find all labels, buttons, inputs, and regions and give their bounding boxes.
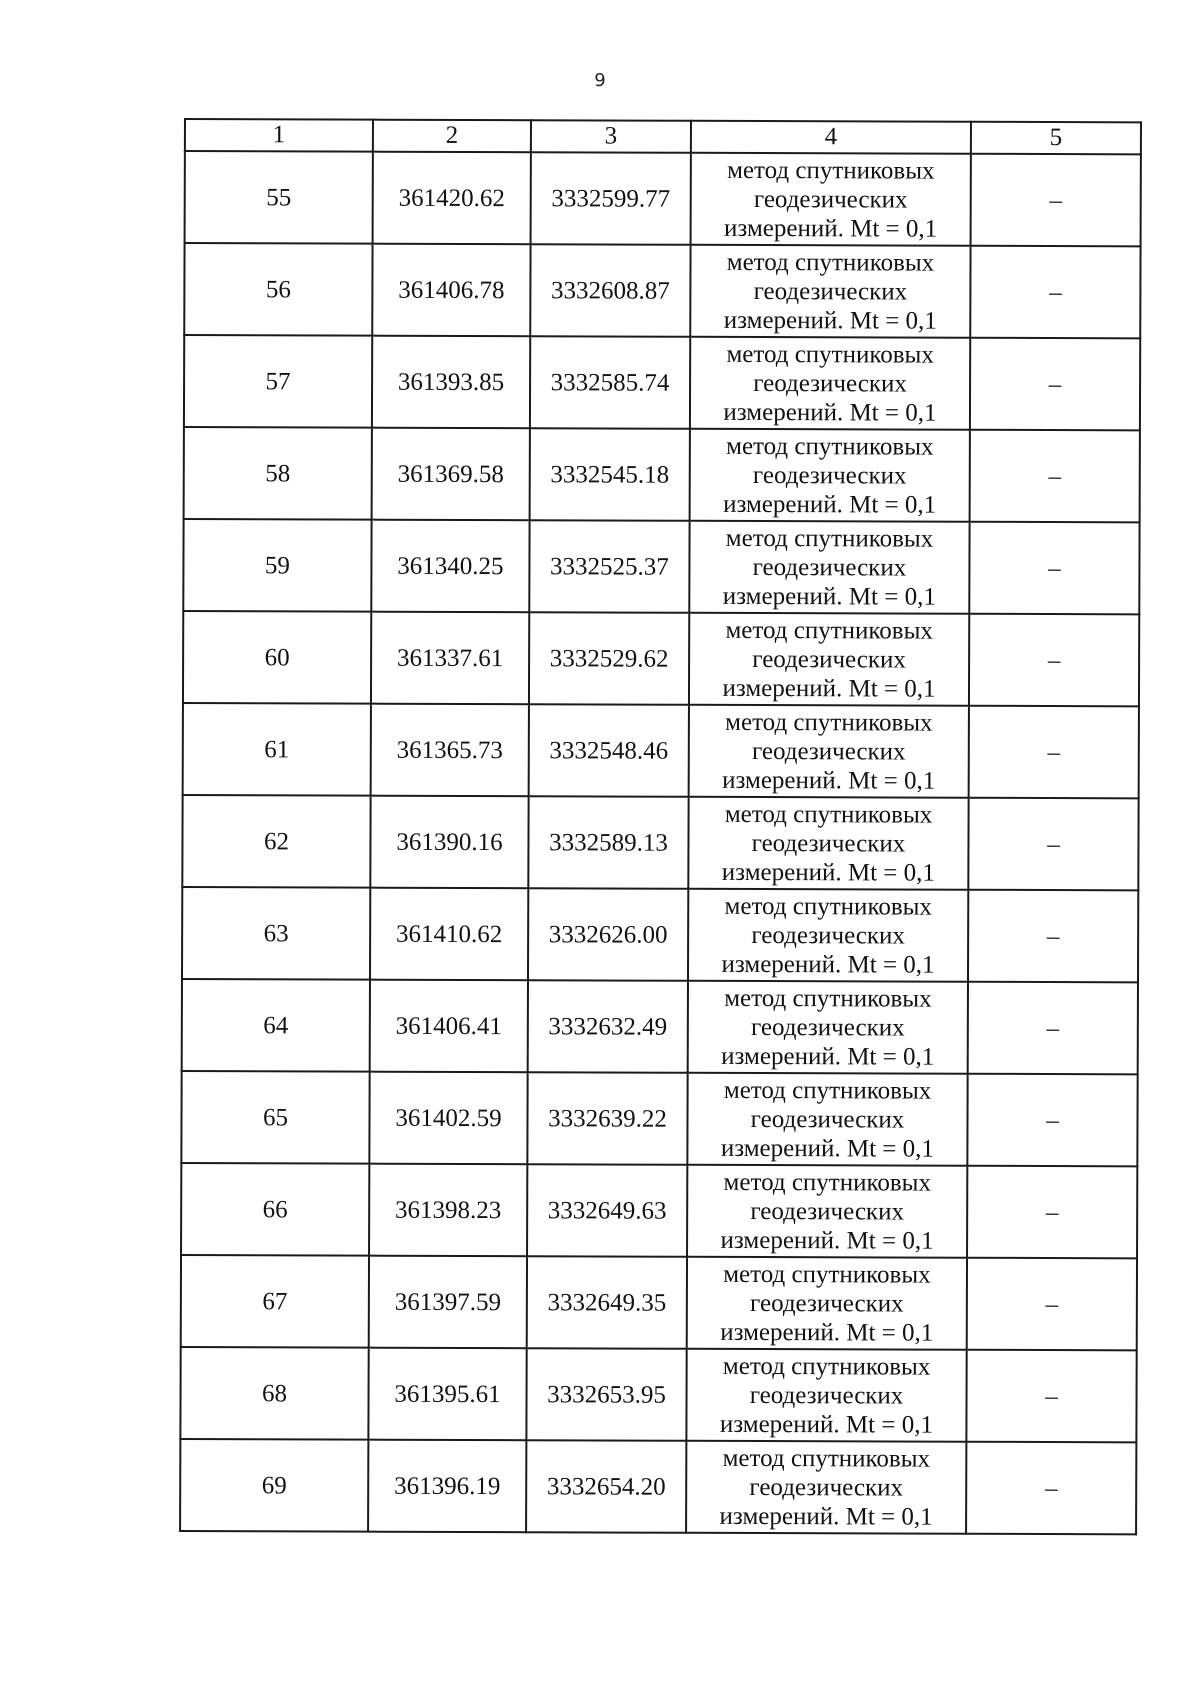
table-header-row [185, 119, 1141, 154]
method-line-2: геодезических [750, 1289, 904, 1318]
method-line-1: метод спутниковых [723, 1168, 932, 1197]
table-row [184, 243, 1140, 338]
description-cell: – [969, 706, 1139, 799]
table-row [183, 519, 1139, 614]
method-line-3: измерений. Mt = 0,1 [723, 490, 937, 519]
method-line-2: геодезических [749, 1473, 904, 1502]
method-line-1: метод спутниковых [722, 1352, 931, 1381]
y-coordinate-cell: 3332599.77 [531, 152, 691, 245]
method-cell [688, 797, 968, 890]
point-number-cell: 65 [181, 1071, 369, 1164]
method-line-3: измерений. Mt = 0,1 [721, 858, 935, 887]
column-header-1: 1 [185, 119, 373, 152]
point-number-cell: 55 [185, 151, 373, 244]
method-line-2: геодезических [751, 921, 905, 950]
method-line-2: геодезических [753, 185, 908, 214]
table-row [184, 335, 1140, 430]
x-coordinate-cell: 361337.61 [371, 612, 529, 705]
x-coordinate-cell: 361396.19 [368, 1440, 526, 1533]
method-line-3: измерений. Mt = 0,1 [720, 1226, 934, 1255]
description-cell: – [968, 798, 1138, 891]
point-number-cell: 60 [183, 611, 371, 704]
method-cell [689, 521, 969, 614]
method-line-2: геодезических [752, 461, 907, 490]
table-row [182, 795, 1138, 890]
method-cell [686, 1441, 966, 1534]
page-number: 9 [594, 70, 606, 91]
table-row [185, 151, 1141, 246]
description-cell: – [966, 1442, 1136, 1535]
method-line-3: измерений. Mt = 0,1 [722, 582, 936, 611]
description-cell: – [968, 890, 1138, 983]
point-number-cell: 56 [184, 243, 372, 336]
table-row [180, 1347, 1136, 1442]
y-coordinate-cell: 3332649.35 [527, 1256, 687, 1349]
description-cell: – [970, 338, 1140, 431]
description-cell: – [967, 1074, 1137, 1167]
description-cell: – [966, 1350, 1136, 1443]
y-coordinate-cell: 3332626.00 [528, 888, 688, 981]
method-line-1: метод спутниковых [724, 800, 933, 829]
description-cell: – [967, 1258, 1137, 1351]
column-header-2: 2 [373, 120, 531, 153]
point-number-cell: 64 [182, 979, 370, 1072]
x-coordinate-cell: 361398.23 [369, 1164, 527, 1257]
x-coordinate-cell: 361406.78 [372, 244, 530, 337]
method-cell [687, 1073, 967, 1166]
method-line-2: геодезических [750, 1013, 905, 1042]
x-coordinate-cell: 361420.62 [373, 152, 531, 245]
method-line-3: измерений. Mt = 0,1 [720, 1134, 934, 1163]
description-cell: – [971, 154, 1141, 247]
point-number-cell: 67 [181, 1255, 369, 1348]
description-cell: – [967, 1166, 1137, 1259]
table-row [182, 887, 1138, 982]
point-number-cell: 58 [184, 427, 372, 520]
x-coordinate-cell: 361365.73 [371, 704, 529, 797]
method-cell [687, 1165, 967, 1258]
x-coordinate-cell: 361395.61 [368, 1348, 526, 1441]
table-row [181, 1255, 1137, 1350]
description-cell: – [969, 614, 1139, 707]
method-line-3: измерений. Mt = 0,1 [723, 398, 937, 427]
table-row [181, 1071, 1137, 1166]
method-line-2: геодезических [752, 553, 907, 582]
method-line-2: геодезических [751, 737, 906, 766]
point-number-cell: 57 [184, 335, 372, 428]
y-coordinate-cell: 3332654.20 [526, 1440, 686, 1533]
table-row [181, 1163, 1137, 1258]
x-coordinate-cell: 361390.16 [370, 796, 528, 889]
method-line-1: метод спутниковых [726, 340, 934, 369]
method-line-1: метод спутниковых [727, 156, 935, 185]
description-cell: – [969, 522, 1139, 615]
method-line-1: метод спутниковых [724, 984, 932, 1013]
x-coordinate-cell: 361402.59 [369, 1072, 527, 1165]
method-cell [690, 245, 970, 338]
method-line-2: геодезических [750, 1105, 905, 1134]
x-coordinate-cell: 361410.62 [370, 888, 528, 981]
description-cell: – [970, 246, 1140, 339]
method-cell [687, 1257, 967, 1350]
method-cell [688, 981, 968, 1074]
point-number-cell: 61 [183, 703, 371, 796]
method-line-3: измерений. Mt = 0,1 [719, 1502, 933, 1531]
coordinates-table [179, 118, 1142, 1535]
method-line-3: измерений. Mt = 0,1 [722, 674, 936, 703]
method-line-1: метод спутниковых [726, 248, 935, 277]
table-row [184, 427, 1140, 522]
method-line-3: измерений. Mt = 0,1 [720, 1318, 934, 1347]
method-line-1: метод спутниковых [723, 1260, 931, 1289]
method-line-3: измерений. Mt = 0,1 [719, 1410, 934, 1439]
point-number-cell: 68 [180, 1347, 368, 1440]
y-coordinate-cell: 3332608.87 [530, 244, 690, 337]
y-coordinate-cell: 3332548.46 [529, 704, 689, 797]
method-line-2: геодезических [751, 829, 906, 858]
method-cell [688, 889, 968, 982]
method-line-1: метод спутниковых [722, 1444, 931, 1473]
y-coordinate-cell: 3332649.63 [527, 1164, 687, 1257]
method-cell [690, 429, 970, 522]
table-row [182, 979, 1138, 1074]
point-number-cell: 69 [180, 1439, 368, 1532]
method-cell [691, 153, 971, 246]
table-row [183, 611, 1139, 706]
table-row [180, 1439, 1136, 1534]
method-line-3: измерений. Mt = 0,1 [723, 306, 937, 335]
y-coordinate-cell: 3332525.37 [529, 520, 689, 613]
method-cell [690, 337, 970, 430]
x-coordinate-cell: 361393.85 [372, 336, 530, 429]
y-coordinate-cell: 3332639.22 [527, 1072, 687, 1165]
method-cell [689, 705, 969, 798]
column-header-5: 5 [971, 122, 1141, 155]
method-line-1: метод спутниковых [724, 892, 933, 921]
x-coordinate-cell: 361340.25 [371, 520, 529, 613]
description-cell: – [970, 430, 1140, 523]
method-line-1: метод спутниковых [723, 1076, 932, 1105]
x-coordinate-cell: 361406.41 [370, 980, 528, 1073]
method-line-1: метод спутниковых [725, 708, 933, 737]
method-line-1: метод спутниковых [725, 524, 934, 553]
column-header-4: 4 [691, 121, 971, 154]
y-coordinate-cell: 3332632.49 [528, 980, 688, 1073]
method-line-2: геодезических [750, 1197, 905, 1226]
method-line-2: геодезических [752, 645, 906, 674]
x-coordinate-cell: 361397.59 [369, 1256, 527, 1349]
description-cell: – [968, 982, 1138, 1075]
x-coordinate-cell: 361369.58 [372, 428, 530, 521]
method-line-2: геодезических [753, 277, 908, 306]
y-coordinate-cell: 3332585.74 [530, 336, 690, 429]
y-coordinate-cell: 3332589.13 [528, 796, 688, 889]
point-number-cell: 59 [183, 519, 371, 612]
y-coordinate-cell: 3332545.18 [530, 428, 690, 521]
method-line-3: измерений. Mt = 0,1 [721, 950, 935, 979]
point-number-cell: 63 [182, 887, 370, 980]
method-line-2: геодезических [749, 1381, 904, 1410]
y-coordinate-cell: 3332653.95 [526, 1348, 686, 1441]
method-line-1: метод спутниковых [726, 432, 934, 461]
method-line-2: геодезических [753, 369, 907, 398]
method-line-3: измерений. Mt = 0,1 [724, 214, 938, 243]
method-line-3: измерений. Mt = 0,1 [721, 1042, 935, 1071]
point-number-cell: 62 [182, 795, 370, 888]
table-body [180, 151, 1141, 1534]
method-line-3: измерений. Mt = 0,1 [722, 766, 936, 795]
y-coordinate-cell: 3332529.62 [529, 612, 689, 705]
method-line-1: метод спутниковых [725, 616, 933, 645]
point-number-cell: 66 [181, 1163, 369, 1256]
table-row [183, 703, 1139, 798]
method-cell [689, 613, 969, 706]
method-cell [686, 1349, 966, 1442]
column-header-3: 3 [531, 120, 691, 153]
